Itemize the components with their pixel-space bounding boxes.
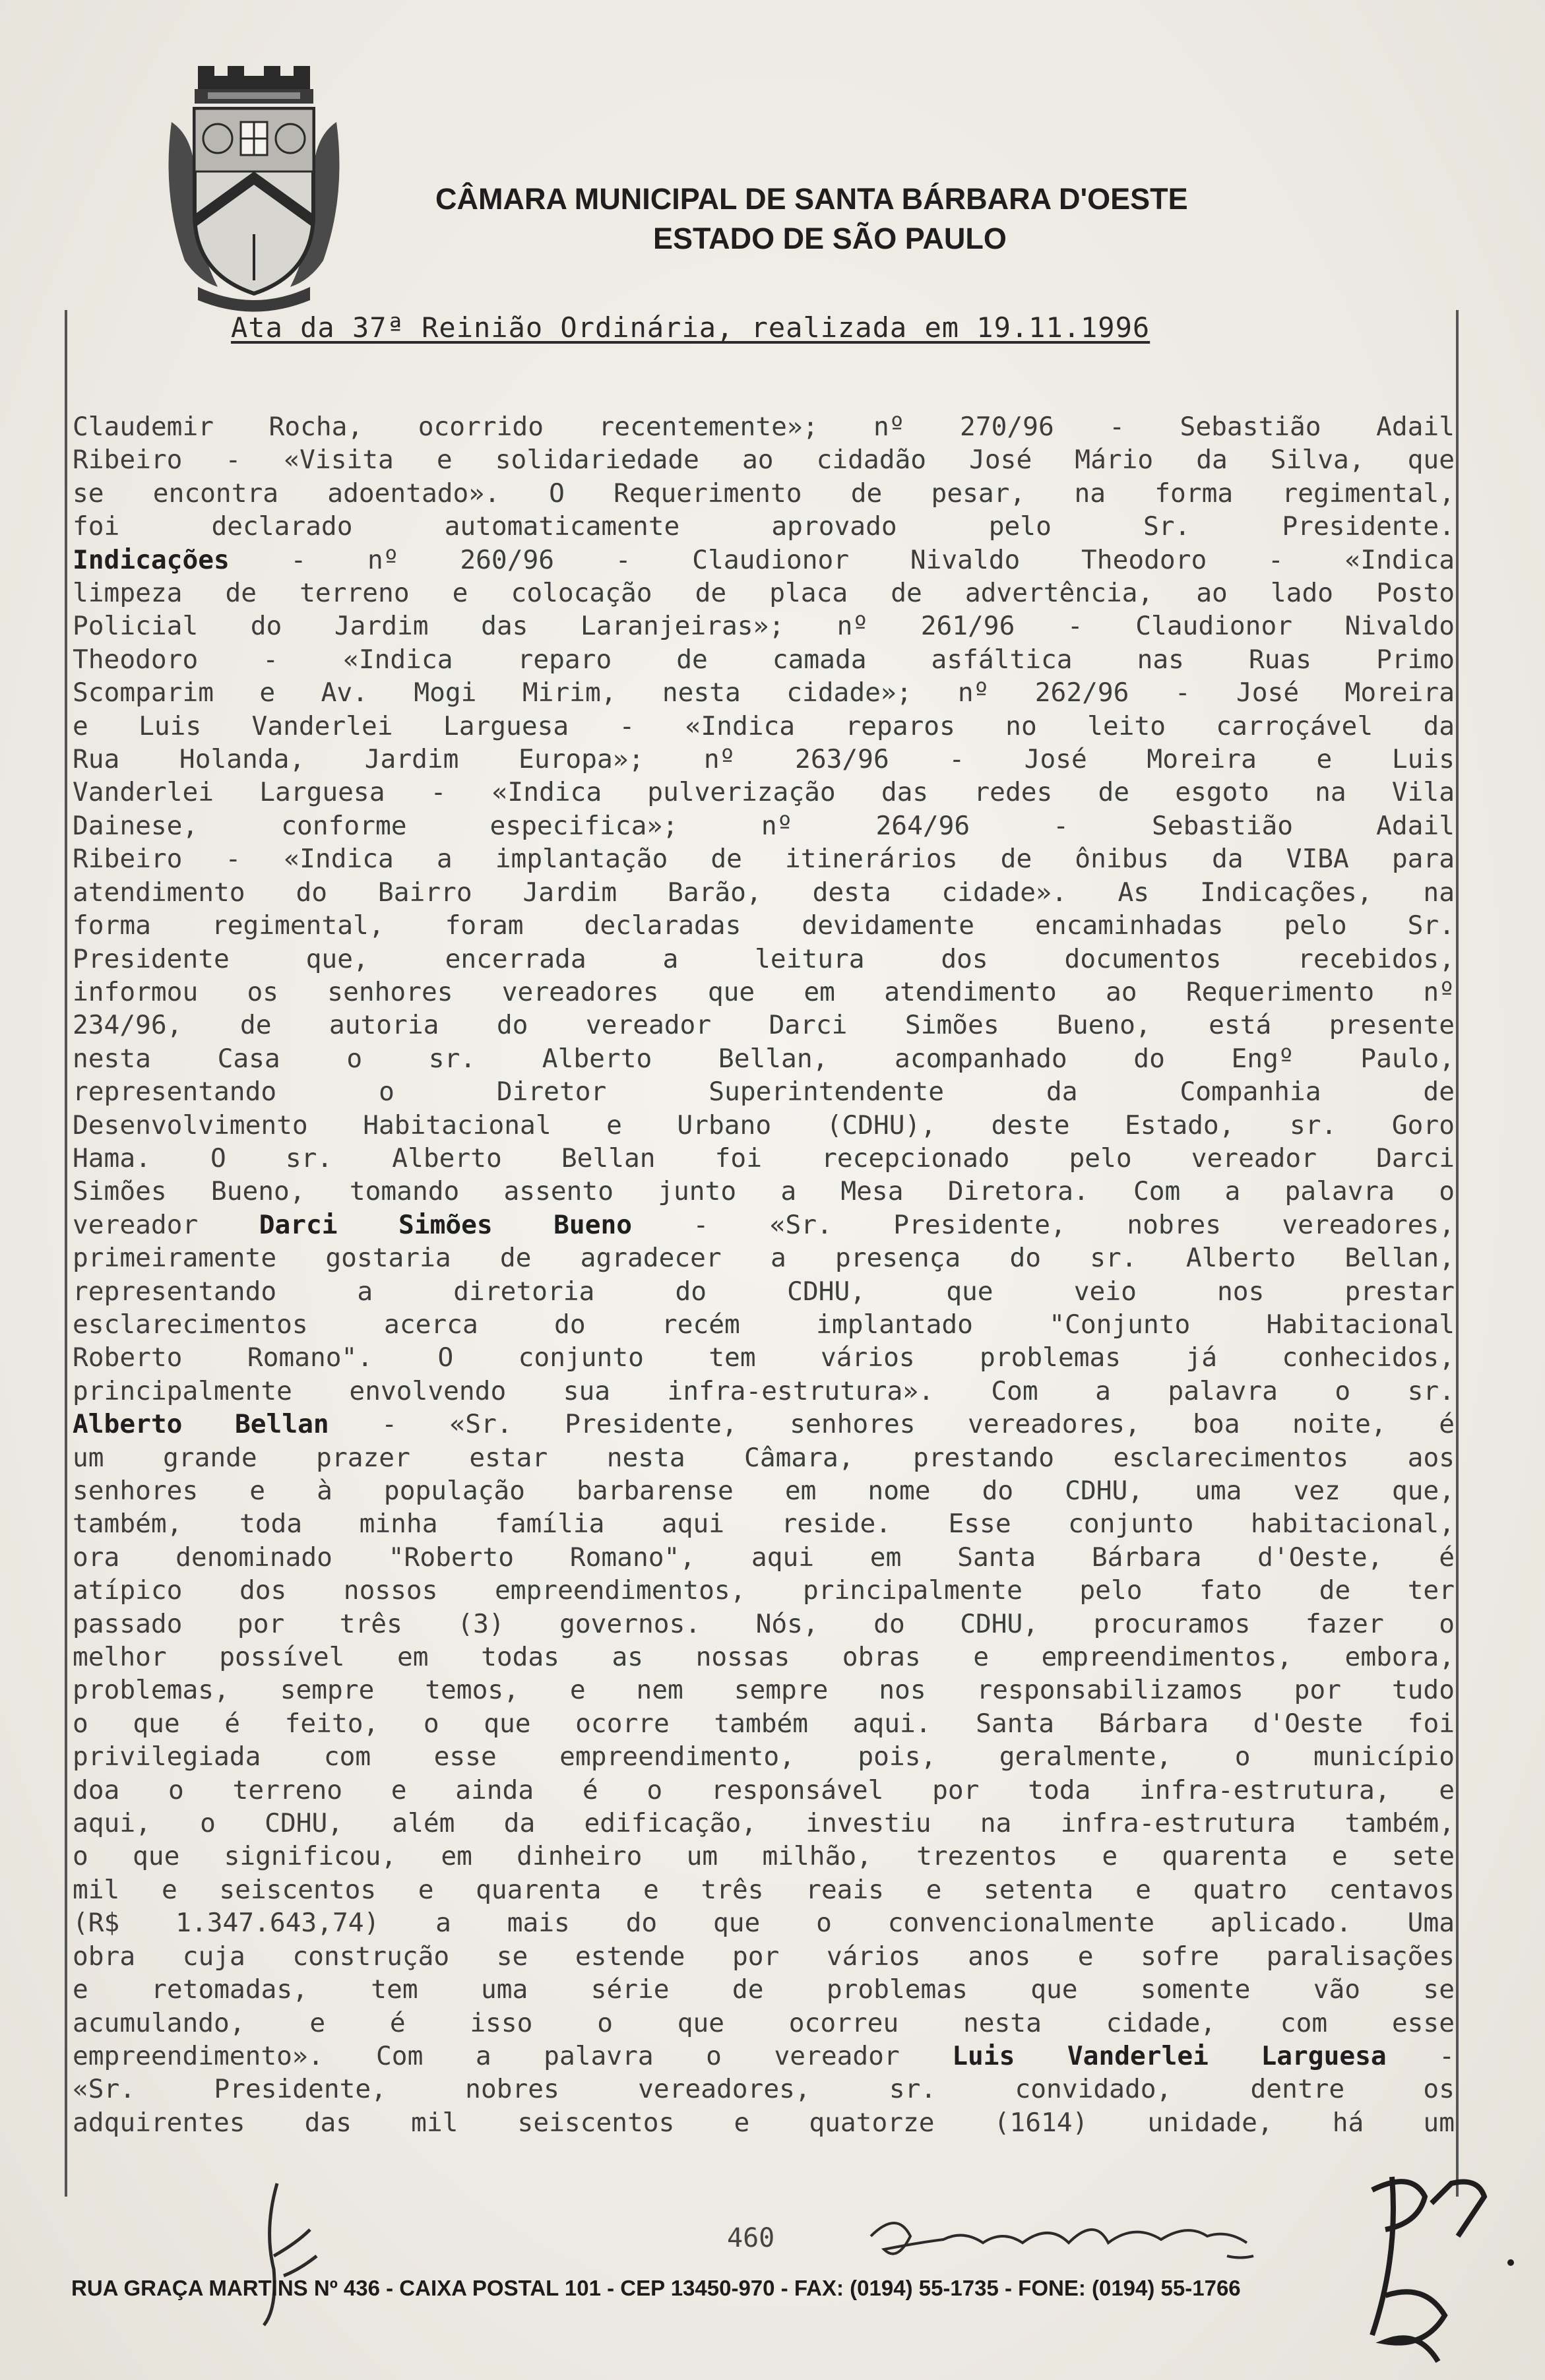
text-segment: Ribeiro - «Indica a implantação de itinerários de ônibus da VIBA para [73,844,1455,875]
text-line [73,776,1455,809]
text-line [73,1940,1455,1973]
text-line [73,410,1455,443]
text-segment: - «Sr. Presidente, senhores vereadores, boa noite, é [329,1409,1455,1440]
text-line [73,1474,1455,1507]
text-segment: Presidente que, encerrada a leitura dos documentos recebidos, [73,943,1455,974]
text-segment: se encontra adoentado». O Requerimento de pesar, na forma regimental, [73,478,1455,509]
text-segment: um grande prazer estar nesta Câmara, prestando esclarecimentos aos [73,1442,1455,1473]
text-line [73,1507,1455,1540]
text-line [73,1375,1455,1408]
text-line [73,809,1455,842]
text-line [73,1906,1455,1939]
text-line [73,1109,1455,1142]
text-segment: Desenvolvimento Habitacional e Urbano (CDHU), deste Estado, sr. Goro [73,1110,1455,1141]
text-line [73,976,1455,1009]
text-segment: principalmente envolvendo sua infra-estrutura». Com a palavra o sr. [73,1375,1455,1406]
minutes-title: Ata da 37ª Reinião Ordinária, realizada em 19.11.1996 [231,311,1151,344]
text-segment: aqui, o CDHU, além da edificação, investiu na infra-estrutura também, [73,1808,1455,1839]
text-segment: - «Sr. Presidente, nobres vereadores, [632,1209,1455,1240]
text-segment: o que significou, em dinheiro um milhão, trezentos e quarenta e sete [73,1841,1455,1872]
text-segment: adquirentes das mil seiscentos e quatorze (1614) unidade, há um [73,2107,1455,2138]
handwritten-signature-right [1346,2164,1530,2375]
text-segment: melhor possível em todas as nossas obras e empreendimentos, embora, [73,1642,1455,1673]
institution-name: CÂMARA MUNICIPAL DE SANTA BÁRBARA D'OESTE [435,182,1188,216]
text-line [73,1241,1455,1274]
page-number: 460 [727,2223,775,2253]
text-line [73,676,1455,709]
text-line [73,1275,1455,1308]
text-segment: Scomparim e Av. Mogi Mirim, nesta cidade»; nº 262/96 - José Moreira [73,677,1455,708]
text-line [73,1042,1455,1075]
minutes-body-text [73,410,1455,2139]
text-segment: também, toda minha família aqui reside. Esse conjunto habitacional, [73,1509,1455,1540]
text-line [73,1807,1455,1840]
footer-address: RUA GRAÇA MARTINS Nº 436 - CAIXA POSTAL 101 - CEP 13450-970 - FAX: (0194) 55-1735 - FONE: (0194) 55-1766 [71,2276,1241,2300]
text-segment: Rua Holanda, Jardim Europa»; nº 263/96 - José Moreira e Luis [73,744,1455,775]
text-segment: doa o terreno e ainda é o responsável por toda infra-estrutura, e [73,1774,1455,1805]
state-name: ESTADO DE SÃO PAULO [653,222,1007,255]
text-line [73,909,1455,942]
letterhead-title [435,179,1293,259]
text-line [73,1973,1455,2006]
text-line [73,1840,1455,1873]
text-line [73,1441,1455,1474]
text-line [73,1774,1455,1807]
text-segment: privilegiada com esse empreendimento, pois, geralmente, o município [73,1741,1455,1772]
text-segment: forma regimental, foram declaradas devidamente encaminhadas pelo Sr. [73,910,1455,941]
text-line [73,1873,1455,1906]
text-segment: Simões Bueno, tomando assento junto a Mesa Diretora. Com a palavra o [73,1176,1455,1207]
handwritten-signature-secretary [858,2203,1280,2276]
text-segment: e Luis Vanderlei Larguesa - «Indica reparos no leito carroçável da [73,710,1455,741]
left-margin-rule [65,310,67,2197]
text-segment: atípico dos nossos empreendimentos, principalmente pelo fato de ter [73,1575,1455,1606]
text-segment: limpeza de terreno e colocação de placa de advertência, ao lado Posto [73,578,1455,609]
text-segment: empreendimento». Com a palavra o vereador [73,2040,953,2071]
text-segment: senhores e à população barbarense em nome do CDHU, uma vez que, [73,1476,1455,1506]
text-segment: problemas, sempre temos, e nem sempre nos responsabilizamos por tudo [73,1675,1455,1706]
text-line [73,1208,1455,1241]
text-segment: representando o Diretor Superintendente da Companhia de [73,1077,1455,1108]
text-segment: passado por três (3) governos. Nós, do CDHU, procuramos fazer o [73,1608,1455,1639]
text-segment: obra cuja construção se estende por vários anos e sofre paralisações [73,1941,1455,1972]
text-line [73,1075,1455,1108]
text-segment: informou os senhores vereadores que em atendimento ao Requerimento nº [73,976,1455,1007]
text-line [73,1740,1455,1773]
text-line [73,577,1455,610]
bold-speaker-name: Alberto Bellan [73,1409,329,1440]
text-line [73,477,1455,510]
text-line [73,1009,1455,1042]
text-line [73,1408,1455,1441]
text-line [73,1308,1455,1341]
right-margin-rule [1456,310,1459,2197]
text-segment: Ribeiro - «Visita e solidariedade ao cidadão José Mário da Silva, que [73,445,1455,476]
text-segment: acumulando, e é isso o que ocorreu nesta cidade, com esse [73,2007,1455,2038]
text-line [73,643,1455,676]
municipal-crest-icon [158,63,350,313]
text-segment: nesta Casa o sr. Alberto Bellan, acompanhado do Engº Paulo, [73,1043,1455,1074]
text-line [73,1707,1455,1740]
text-segment: atendimento do Bairro Jardim Barão, desta cidade». As Indicações, na [73,877,1455,908]
text-line [73,1175,1455,1208]
text-segment: vereador [73,1209,259,1240]
text-line [73,510,1455,543]
text-segment: Theodoro - «Indica reparo de camada asfáltica nas Ruas Primo [73,644,1455,675]
text-line [73,2007,1455,2040]
text-segment: mil e seiscentos e quarenta e três reais e setenta e quatro centavos [73,1874,1455,1905]
text-line [73,1641,1455,1674]
bold-speaker-name: Darci Simões Bueno [259,1209,633,1240]
text-line [73,2073,1455,2106]
text-line [73,1541,1455,1574]
text-line [73,2106,1455,2139]
text-segment: esclarecimentos acerca do recém implantado "Conjunto Habitacional [73,1309,1455,1340]
text-line [73,1341,1455,1374]
text-line [73,443,1455,476]
text-segment: (R$ 1.347.643,74) a mais do que o convencionalmente aplicado. Uma [73,1908,1455,1939]
bold-speaker-name: Luis Vanderlei Larguesa [952,2040,1387,2071]
text-line [73,842,1455,875]
text-segment: Vanderlei Larguesa - «Indica pulverização das redes de esgoto na Vila [73,777,1455,808]
text-segment: - [1386,2040,1455,2071]
text-segment: Claudemir Rocha, ocorrido recentemente»; nº 270/96 - Sebastião Adail [73,412,1455,442]
text-line [73,1574,1455,1607]
text-segment: o que é feito, o que ocorre também aqui. Santa Bárbara d'Oeste foi [73,1708,1455,1739]
text-line [73,1142,1455,1175]
text-line [73,544,1455,577]
text-segment: Hama. O sr. Alberto Bellan foi recepcionado pelo vereador Darci [73,1143,1455,1174]
text-line [73,943,1455,976]
text-line [73,710,1455,743]
bold-speaker-name: Indicações [73,544,230,575]
text-line [73,1608,1455,1641]
text-line [73,1674,1455,1707]
text-line [73,743,1455,776]
text-segment: representando a diretoria do CDHU, que veio nos prestar [73,1276,1455,1307]
text-segment: ora denominado "Roberto Romano", aqui em Santa Bárbara d'Oeste, é [73,1542,1455,1573]
text-segment: primeiramente gostaria de agradecer a presença do sr. Alberto Bellan, [73,1243,1455,1274]
text-line [73,2040,1455,2073]
text-segment: - nº 260/96 - Claudionor Nivaldo Theodoro - «Indica [229,544,1455,575]
text-segment: «Sr. Presidente, nobres vereadores, sr. convidado, dentre os [73,2074,1455,2105]
text-line [73,876,1455,909]
text-segment: Dainese, conforme especifica»; nº 264/96 - Sebastião Adail [73,810,1455,841]
text-segment: foi declarado automaticamente aprovado pelo Sr. Presidente. [73,511,1455,542]
text-segment: Policial do Jardim das Laranjeiras»; nº 261/96 - Claudionor Nivaldo [73,611,1455,642]
text-line [73,610,1455,642]
handwritten-signature-left [237,2177,323,2329]
text-segment: 234/96, de autoria do vereador Darci Simões Bueno, está presente [73,1010,1455,1041]
text-segment: e retomadas, tem uma série de problemas que somente vão se [73,1974,1455,2005]
text-segment: Roberto Romano". O conjunto tem vários problemas já conhecidos, [73,1342,1455,1373]
